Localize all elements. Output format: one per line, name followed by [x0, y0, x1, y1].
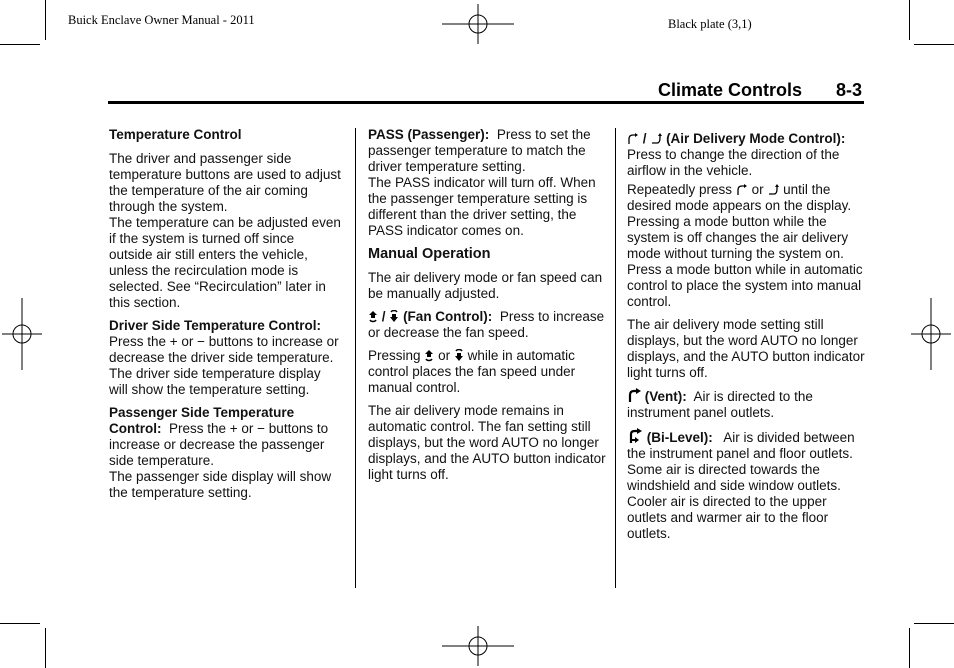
paragraph — [368, 348, 606, 396]
mode-up-icon — [736, 183, 748, 196]
page-number: 8-3 — [836, 80, 863, 100]
paragraph-text: or — [751, 182, 764, 197]
mode-down-icon — [650, 132, 662, 145]
paragraph-text: The air delivery mode remains in automatic control. The fan setting still displays, but the word AUTO no longer displays, and the AUTO button indicator light turns off. — [368, 403, 606, 482]
paragraph-text: The passenger side display will show the temperature setting. — [109, 469, 332, 500]
registration-mark-icon — [911, 298, 951, 370]
paragraph-text: Air is directed to the instrument panel outlets. — [627, 389, 813, 420]
paragraph — [627, 317, 867, 381]
paragraph-text: Repeatedly press — [627, 182, 733, 197]
crop-mark — [45, 0, 46, 40]
paragraph-text: Press to change the direction of the airflow in the vehicle. — [627, 147, 840, 178]
paragraph-text: The driver and passenger side temperature buttons are used to adjust the temperature of the air coming through the system. — [109, 151, 341, 214]
paragraph-text: Press the + or − buttons to increase or decrease the passenger side temperature. — [109, 421, 329, 468]
passenger-temp-label: Passenger Side Temperature Control: — [109, 405, 295, 436]
bi-level-mode-icon — [627, 428, 643, 444]
paragraph-text: The air delivery mode setting still displays, but the word AUTO no longer displays, and the AUTO button indicator light turns off. — [627, 317, 865, 380]
driver-temp-label: Driver Side Temperature Control: — [109, 318, 322, 333]
paragraph-text: Pressing — [368, 348, 421, 363]
mode-up-icon — [627, 132, 639, 145]
bi-level-label: (Bi-Level): — [646, 430, 713, 445]
manual-title: Buick Enclave Owner Manual - 2011 — [68, 13, 255, 27]
paragraph-text: Air is divided between the instrument panel and floor outlets. Some air is directed towards the windshield and side window outlets. Cooler air is directed to the upper outlets and warmer air to the floor outlets. — [627, 430, 855, 541]
crop-mark — [909, 628, 910, 668]
paragraph — [109, 151, 341, 215]
fan-decrease-icon — [389, 310, 399, 323]
paragraph — [627, 388, 867, 421]
fan-control-label: (Fan Control): — [403, 309, 493, 324]
paragraph-text: The temperature can be adjusted even if the system is turned off since outside air still enters the vehicle, unless the recirculation mode is selected. See “Recirculation” later in this section. — [109, 215, 341, 310]
column-1 — [109, 127, 341, 508]
registration-mark-icon — [2, 298, 42, 370]
paragraph — [368, 127, 606, 175]
crop-mark — [45, 628, 46, 668]
mode-control-label: (Air Delivery Mode Control): — [666, 131, 846, 146]
paragraph — [368, 403, 606, 483]
column-divider — [615, 128, 616, 588]
column-divider — [355, 128, 356, 588]
paragraph-text: until the desired mode appears on the display. Pressing a mode button while the system is off changes the air delivery mode without turning the system on. Press a mode button while in automatic control to place the system into manual control. — [627, 182, 863, 309]
fan-increase-icon — [368, 310, 378, 323]
paragraph-text: Press the + or − buttons to increase or decrease the driver side temperature. The driver side temperature display will show the temperature setting. — [109, 334, 339, 397]
registration-mark-icon — [442, 626, 514, 666]
pass-button-label: PASS (Passenger): — [368, 127, 490, 142]
paragraph: / (Air Delivery Mode Control): Press to change the direction of the airflow in the vehicle. — [627, 131, 846, 178]
fan-increase-icon — [424, 349, 434, 362]
paragraph-text: while in automatic control places the fan speed under manual control. — [368, 348, 576, 395]
mode-down-icon — [767, 183, 779, 196]
plate-label: Black plate (3,1) — [668, 17, 752, 31]
crop-mark — [914, 44, 954, 45]
paragraph: / (Fan Control): Press to increase or decrease the fan speed. — [368, 309, 605, 340]
crop-mark — [909, 0, 910, 40]
manual-operation-heading: Manual Operation — [368, 246, 491, 262]
paragraph-text: Press to set the passenger temperature to match the driver temperature setting. — [368, 127, 591, 174]
paragraph — [627, 182, 867, 310]
crop-mark — [0, 44, 40, 45]
column-2 — [368, 127, 606, 490]
registration-mark-icon — [442, 4, 514, 44]
paragraph — [627, 428, 867, 542]
fan-decrease-icon — [454, 349, 464, 362]
paragraph — [109, 405, 341, 469]
crop-mark — [914, 623, 954, 624]
temperature-control-heading: Temperature Control — [109, 127, 242, 142]
section-title: Climate Controls — [658, 80, 803, 100]
crop-mark — [0, 623, 40, 624]
paragraph — [368, 270, 606, 302]
paragraph-text: or — [438, 348, 451, 363]
paragraph-text: The air delivery mode or fan speed can be manually adjusted. — [368, 270, 603, 301]
paragraph-text: Press to increase or decrease the fan speed. — [368, 309, 605, 340]
paragraph — [109, 215, 341, 311]
paragraph — [109, 469, 341, 501]
paragraph — [368, 175, 606, 239]
vent-label: (Vent): — [644, 389, 687, 404]
paragraph — [109, 318, 341, 398]
paragraph-text: The PASS indicator will turn off. When the passenger temperature setting is different than the driver setting, the PASS indicator comes on. — [368, 175, 596, 238]
column-3 — [627, 131, 867, 549]
vent-mode-icon — [627, 388, 641, 403]
header-rule — [108, 101, 864, 104]
